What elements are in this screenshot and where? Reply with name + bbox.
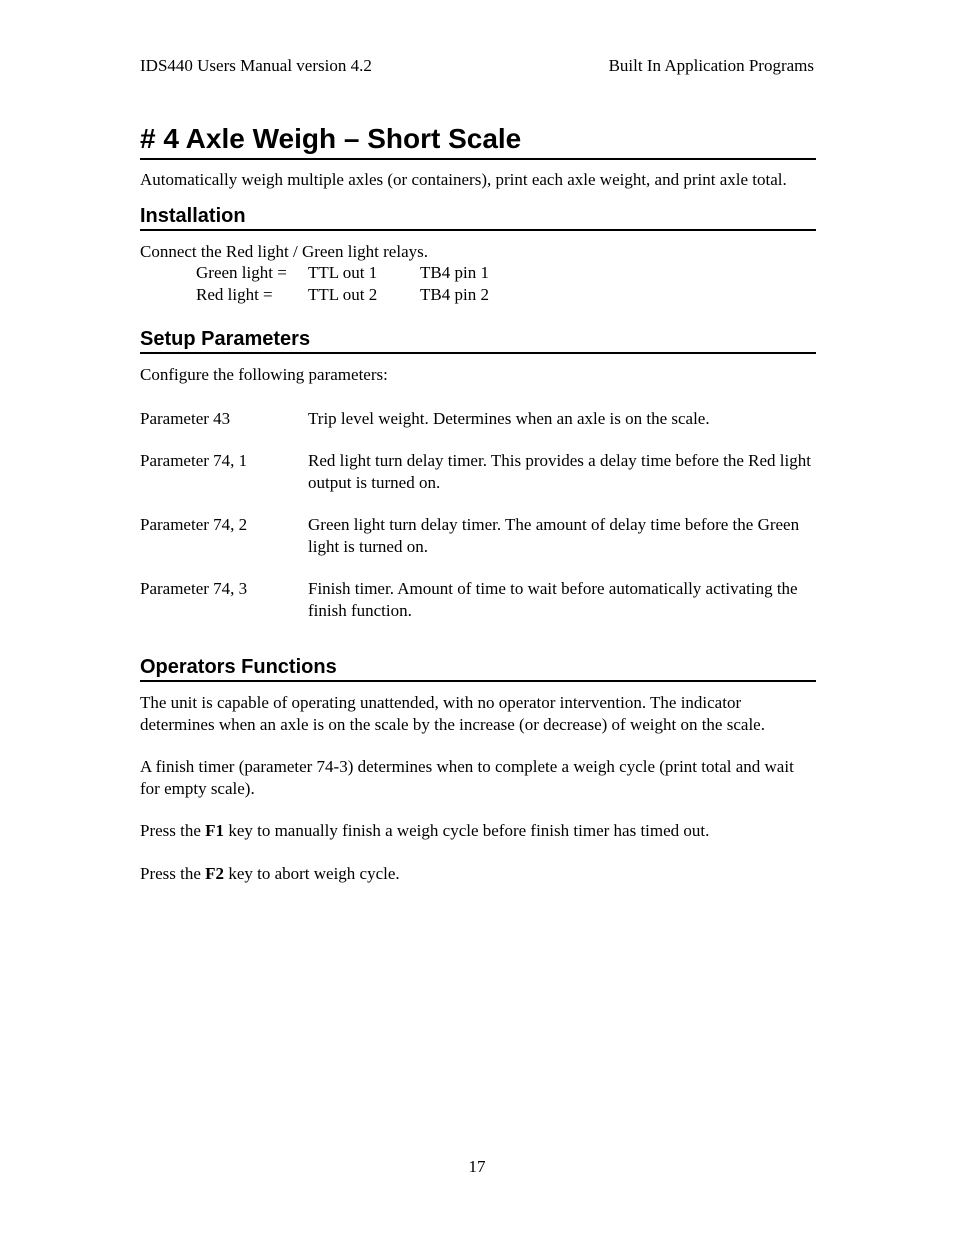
- page-title: # 4 Axle Weigh – Short Scale: [140, 122, 816, 160]
- parameter-item: [140, 578, 816, 621]
- operators-paragraph-f1: [140, 820, 816, 842]
- installation-heading: Installation: [140, 204, 816, 231]
- parameter-name: Parameter 43: [140, 408, 231, 428]
- relay-row-green: [196, 262, 816, 284]
- operators-paragraph-finish-timer: A finish timer (parameter 74-3) determines when to complete a weigh cycle (print total and wait for empty scale).: [140, 757, 794, 798]
- parameter-name: Parameter 74, 1: [140, 451, 248, 470]
- parameter-item: [140, 450, 816, 493]
- operators-functions-heading: Operators Functions: [140, 655, 816, 682]
- operators-paragraph-f2: [140, 863, 816, 885]
- relay-label: Green light =: [196, 263, 287, 282]
- parameter-description: Finish timer. Amount of time to wait before automatically activating the finish function.: [308, 579, 798, 620]
- f2-key: F2: [205, 863, 225, 883]
- header-manual-title: IDS440 Users Manual version 4.2: [140, 56, 372, 75]
- f2-post: key to abort weigh cycle.: [224, 863, 400, 883]
- parameter-description: Green light turn delay timer. The amount of delay time before the Green light is turned on.: [308, 515, 800, 556]
- relay-output: TTL out 2: [308, 284, 378, 304]
- setup-text: Configure the following parameters:: [140, 365, 388, 384]
- relay-table: [196, 262, 816, 305]
- operators-paragraph-unattended: The unit is capable of operating unattended, with no operator intervention. The indicator determines when an axle is on the scale by the increase (or decrease) of weight on the scale.: [140, 693, 765, 734]
- parameter-item: [140, 514, 816, 557]
- parameter-name: Parameter 74, 2: [140, 515, 248, 534]
- intro-paragraph: Automatically weigh multiple axles (or containers), print each axle weight, and print axle total.: [140, 170, 787, 189]
- parameter-description: Red light turn delay timer. This provides a delay time before the Red light output is turned on.: [308, 451, 811, 492]
- parameter-description: Trip level weight. Determines when an axle is on the scale.: [308, 408, 710, 428]
- setup-parameters-heading: Setup Parameters: [140, 327, 816, 354]
- relay-pin: TB4 pin 1: [420, 263, 489, 282]
- parameter-name: Parameter 74, 3: [140, 579, 248, 598]
- installation-text: Connect the Red light / Green light relays.: [140, 241, 428, 261]
- parameter-item: [140, 408, 816, 430]
- relay-label: Red light =: [196, 284, 273, 304]
- page-number: 17: [468, 1157, 486, 1176]
- f1-post: key to manually finish a weigh cycle before finish timer has timed out.: [224, 821, 710, 840]
- relay-output: TTL out 1: [308, 263, 378, 282]
- f1-pre: Press the: [140, 821, 206, 840]
- relay-row-red: [196, 284, 816, 306]
- parameter-list: [140, 408, 816, 622]
- relay-pin: TB4 pin 2: [420, 284, 489, 304]
- f2-pre: Press the: [140, 863, 206, 883]
- f1-key: F1: [205, 821, 225, 840]
- header-chapter-title: Built In Application Programs: [608, 56, 814, 75]
- page-content: [140, 122, 816, 884]
